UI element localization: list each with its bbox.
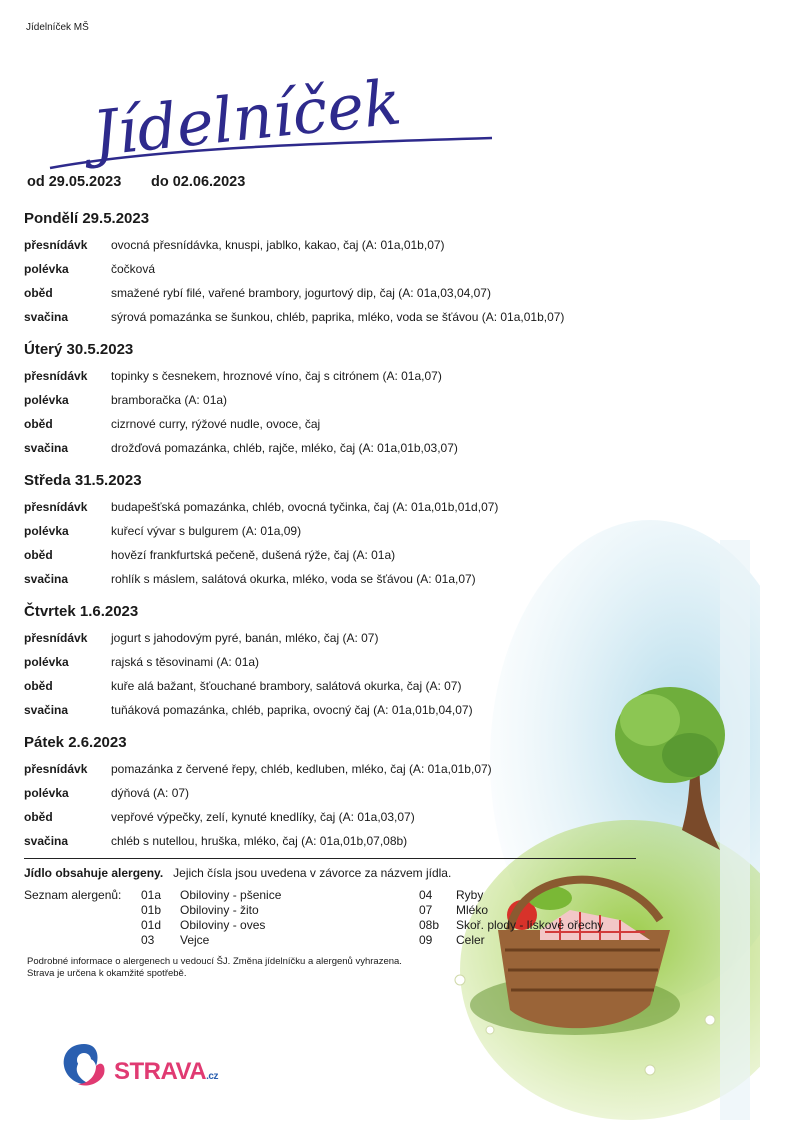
day-heading: Středa 31.5.2023	[24, 472, 142, 489]
day-heading: Pátek 2.6.2023	[24, 734, 127, 751]
allergen-code: 01b	[141, 903, 162, 917]
meal-text: rohlík s máslem, salátová okurka, mléko, voda se šťávou (A: 01a,07)	[111, 572, 476, 586]
meal-label: přesnídávk	[24, 762, 88, 776]
meal-label: přesnídávk	[24, 631, 88, 645]
allergen-name: Obiloviny - žito	[180, 903, 259, 917]
meal-text: ovocná přesnídávka, knuspi, jablko, kakao, čaj (A: 01a,01b,07)	[111, 238, 445, 252]
meal-label: oběd	[24, 286, 53, 300]
allergen-code: 01d	[141, 918, 162, 932]
picnic-illustration	[420, 500, 760, 1123]
allergen-name: Vejce	[180, 933, 210, 947]
period-to: do 02.06.2023	[151, 174, 246, 190]
meal-label: oběd	[24, 679, 53, 693]
allergen-name: Obiloviny - oves	[180, 918, 266, 932]
meal-text: budapešťská pomazánka, chléb, ovocná tyčinka, čaj (A: 01a,01b,01d,07)	[111, 500, 499, 514]
meal-text: hovězí frankfurtská pečeně, dušená rýže, čaj (A: 01a)	[111, 548, 396, 562]
footnote-2: Strava je určena k okamžité spotřebě.	[27, 968, 187, 979]
meal-label: přesnídávk	[24, 369, 88, 383]
meal-label: polévka	[24, 262, 69, 276]
allergen-code: 04	[419, 888, 433, 902]
allergen-code: 08b	[419, 918, 440, 932]
meal-label: svačina	[24, 834, 69, 848]
allergen-note	[24, 866, 451, 880]
meal-text: sýrová pomazánka se šunkou, chléb, paprika, mléko, voda se šťávou (A: 01a,01b,07)	[111, 310, 565, 324]
day-heading: Čtvrtek 1.6.2023	[24, 603, 139, 620]
allergen-name: Ryby	[456, 888, 484, 902]
meal-label: polévka	[24, 524, 69, 538]
meal-label: svačina	[24, 310, 69, 324]
allergen-code: 01a	[141, 888, 162, 902]
meal-text: jogurt s jahodovým pyré, banán, mléko, čaj (A: 07)	[111, 631, 379, 645]
meal-text: drožďová pomazánka, chléb, rajče, mléko, čaj (A: 01a,01b,03,07)	[111, 441, 458, 455]
meal-label: svačina	[24, 703, 69, 717]
meal-label: oběd	[24, 810, 53, 824]
header-label: Jídelníček MŠ	[26, 22, 89, 33]
allergen-name: Mléko	[456, 903, 489, 917]
period-from: od 29.05.2023	[27, 174, 122, 190]
allergen-note-bold: Jídlo obsahuje alergeny.	[24, 866, 164, 880]
meal-text: kuře alá bažant, šťouchané brambory, salátová okurka, čaj (A: 07)	[111, 679, 462, 693]
meal-label: polévka	[24, 786, 69, 800]
footnote-1: Podrobné informace o alergenech u vedoucí ŠJ. Změna jídelníčku a alergenů vyhrazena.	[27, 956, 402, 967]
title-logo	[40, 48, 510, 178]
meal-text: topinky s česnekem, hroznové víno, čaj s citrónem (A: 01a,07)	[111, 369, 442, 383]
day-heading: Úterý 30.5.2023	[24, 341, 134, 358]
meal-text: kuřecí vývar s bulgurem (A: 01a,09)	[111, 524, 302, 538]
meal-label: přesnídávk	[24, 500, 88, 514]
meal-text: vepřové výpečky, zelí, kynuté knedlíky, čaj (A: 01a,03,07)	[111, 810, 415, 824]
meal-text: dýňová (A: 07)	[111, 786, 190, 800]
allergen-name: Skoř. plody - lískové ořechy	[456, 918, 604, 932]
allergen-name: Obiloviny - pšenice	[180, 888, 282, 902]
meal-label: polévka	[24, 655, 69, 669]
meal-label: svačina	[24, 441, 69, 455]
allergen-code: 07	[419, 903, 433, 917]
allergen-name: Celer	[456, 933, 485, 947]
brand-name-suffix: .cz	[206, 1071, 218, 1082]
strava-logo-icon	[60, 1040, 108, 1090]
divider	[24, 858, 636, 859]
day-heading: Pondělí 29.5.2023	[24, 210, 150, 227]
meal-text: čočková	[111, 262, 156, 276]
meal-text: bramboračka (A: 01a)	[111, 393, 228, 407]
meal-label: oběd	[24, 417, 53, 431]
meal-text: chléb s nutellou, hruška, mléko, čaj (A: 01a,01b,07,08b)	[111, 834, 408, 848]
meal-label: svačina	[24, 572, 69, 586]
meal-label: přesnídávk	[24, 238, 88, 252]
allergen-code: 09	[419, 933, 433, 947]
brand-name-main: STRAVA	[114, 1058, 207, 1085]
meal-text: tuňáková pomazánka, chléb, paprika, ovocný čaj (A: 01a,01b,04,07)	[111, 703, 473, 717]
meal-text: cizrnové curry, rýžové nudle, ovoce, čaj	[111, 417, 321, 431]
allergen-note-rest: Jejich čísla jsou uvedena v závorce za názvem jídla.	[173, 866, 452, 880]
meal-label: polévka	[24, 393, 69, 407]
allergen-code: 03	[141, 933, 155, 947]
meal-label: oběd	[24, 548, 53, 562]
brand-name	[114, 1058, 218, 1086]
allergen-list-title: Seznam alergenů:	[24, 888, 122, 902]
meal-text: smažené rybí filé, vařené brambory, jogurtový dip, čaj (A: 01a,03,04,07)	[111, 286, 491, 300]
title-logo-text: Jídelníček	[89, 65, 405, 171]
meal-text: rajská s těsovinami (A: 01a)	[111, 655, 260, 669]
meal-text: pomazánka z červené řepy, chléb, kedluben, mléko, čaj (A: 01a,01b,07)	[111, 762, 492, 776]
